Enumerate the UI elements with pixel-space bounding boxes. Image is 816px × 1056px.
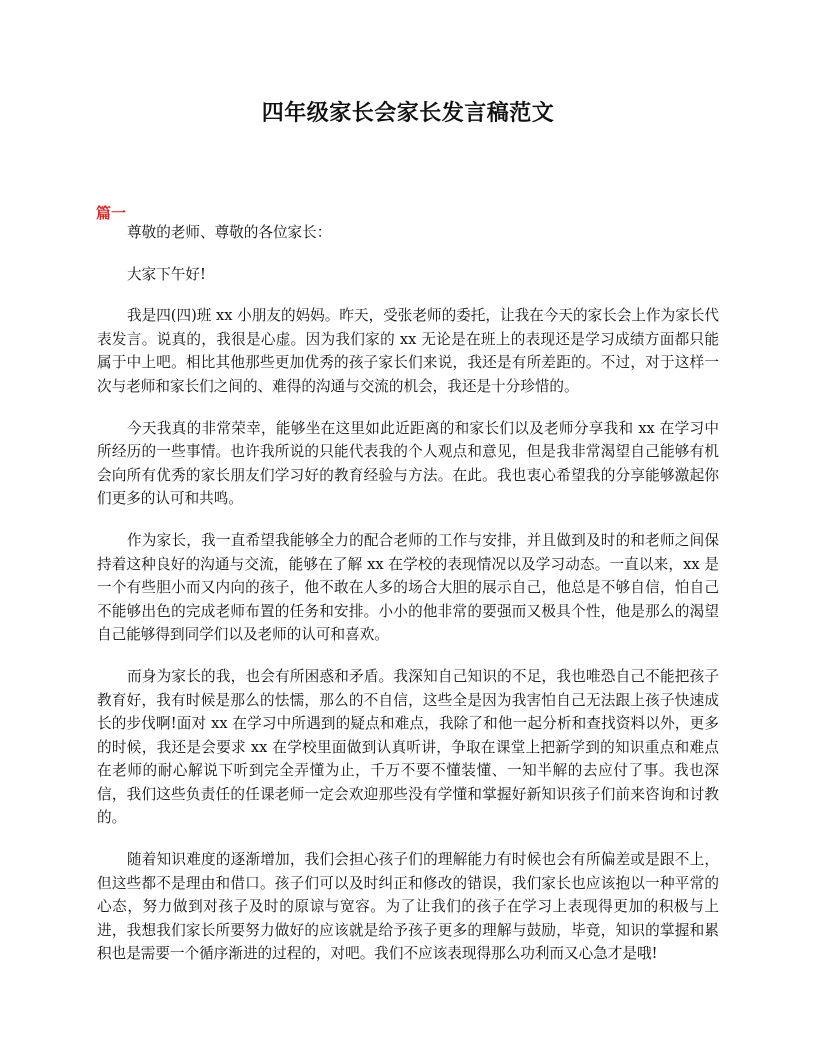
salutation: 尊敬的老师、尊敬的各位家长： [127,224,332,241]
paragraph: 我是四(四)班 xx 小朋友的妈妈。昨天，受张老师的委托，让我在今天的家长会上作为家长代表发言。说真的，我很是心虚。因为我们家的 xx 无论是在班上的表现还是学习成绩方面都只能属于中上吧。相比其他那些更加优秀的孩子家长们来说，我还是有所差距的。不过，对于这样一次与老师和家长们之间的、难得的沟通与交流的机会，我还是十分珍惜的。 [97,307,719,395]
paragraph: 随着知识难度的逐渐增加，我们会担心孩子们的理解能力有时候也会有所偏差或是跟不上，但这些都不是理由和借口。孩子们可以及时纠正和修改的错误，我们家长也应该抱以一种平常的心态，努力做到对孩子及时的原谅与宽容。为了让我们的孩子在学习上表现得更加的积极与上进，我想我们家长所要努力做好的应该就是给予孩子更多的理解与鼓励，毕竟，知识的掌握和累积也是需要一个循序渐进的过程的，对吧。我们不应该表现得那么功利而又心急才是哦! [97,851,719,963]
document-body [97,221,719,984]
paragraph: 今天我真的非常荣幸，能够坐在这里如此近距离的和家长们以及老师分享我和 xx 在学习中所经历的一些事情。也许我所说的只能代表我的个人观点和意见，但是我非常渴望自己能够有机会向所有优秀的家长朋友们学习好的教育经验与方法。在此。我也衷心希望我的分享能够激起你们更多的认可和共鸣。 [97,419,719,508]
document-title: 四年级家长会家长发言稿范文 [261,101,555,126]
paragraph: 作为家长，我一直希望我能够全力的配合老师的工作与安排，并且做到及时的和老师之间保持着这种良好的沟通与交流，能够在了解 xx 在学校的表现情况以及学习动态。一直以来，xx 是一个有些胆小而又内向的孩子，他不敢在人多的场合大胆的展示自己，他总是不够自信，怕自己不能够出色的完成老师布置的任务和安排。小小的他非常的要强而又极具个性，他是那么的渴望自己能够得到同学们以及老师的认可和喜欢。 [97,531,719,644]
greeting: 大家下午好! [127,265,206,283]
paragraph: 而身为家长的我，也会有所困惑和矛盾。我深知自己知识的不足，我也唯恐自己不能把孩子教育好，我有时候是那么的怯懦，那么的不自信，这些全是因为我害怕自己无法跟上孩子快速成长的步伐啊!面对 xx 在学习中所遇到的疑点和难点，我除了和他一起分析和查找资料以外，更多的时候，我还是会要求 xx 在学校里面做到认真听讲，争取在课堂上把新学到的知识重点和难点在老师的耐心解说下听到完全弄懂为止，千万不要不懂装懂、一知半解的去应付了事。我也深信，我们这些负责任的任课老师一定会欢迎那些没有学懂和掌握好新知识孩子们前来咨询和讨教的。 [97,667,719,827]
section-label: 篇一 [96,204,127,222]
